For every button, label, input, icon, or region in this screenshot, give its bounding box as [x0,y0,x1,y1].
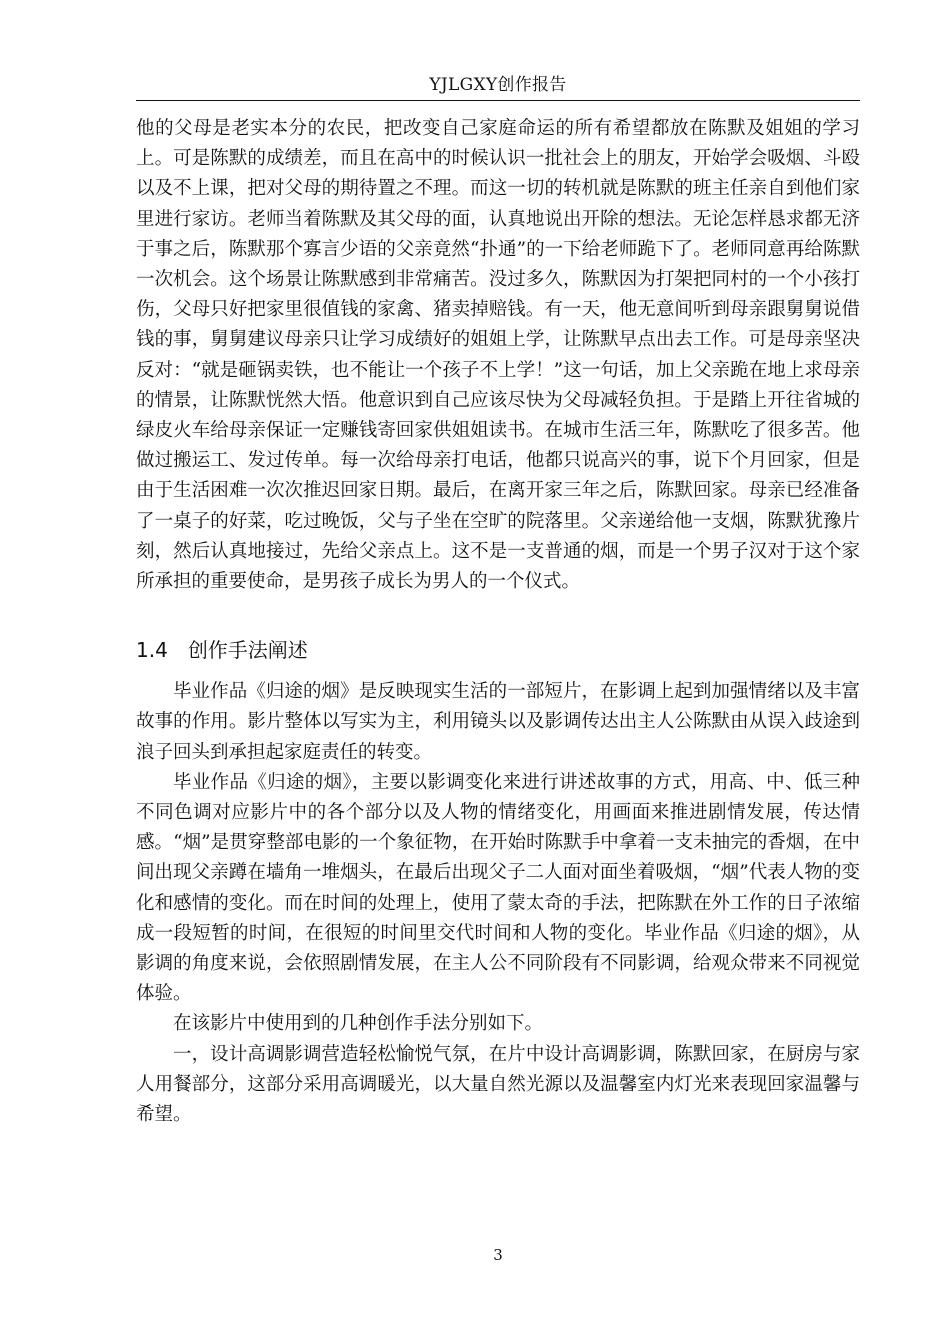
body-paragraph: 在该影片中使用到的几种创作手法分别如下。 [173,1013,544,1035]
body-paragraph: 他的父母是老实本分的农民，把改变自己家庭命运的所有希望都放在陈默及姐姐的学习上。可是陈默的成绩差，而且在高中的时候认识一批社会上的朋友，开始学会吸烟、斗殴以及不上课，把对父母的期待置之不理。而这一切的转机就是陈默的班主任亲自到他们家里进行家访。老师当着陈默及其父母的面，认真地说出开除的想法。无论怎样恳求都无济于事之后，陈默那个寡言少语的父亲竟然“扑通”的一下给老师跪下了。老师同意再给陈默一次机会。这个场景让陈默感到非常痛苦。没过多久，陈默因为打架把同村的一个小孩打伤，父母只好把家里很值钱的家禽、猪卖掉赔钱。有一天，他无意间听到母亲跟舅舅说借钱的事，舅舅建议母亲只让学习成绩好的姐姐上学，让陈默早点出去工作。可是母亲坚决反对：“就是砸锅卖铁，也不能让一个孩子不上学！”这一句话，加上父亲跪在地上求母亲的情景，让陈默恍然大悟。他意识到自己应该尽快为父母减轻负担。于是踏上开往省城的绿皮火车给母亲保证一定赚钱寄回家供姐姐读书。在城市生活三年，陈默吃了很多苦。他做过搬运工、发过传单。每一次给母亲打电话，他都只说高兴的事，说下个月回家，但是由于生活困难一次次推迟回家日期。最后，在离开家三年之后，陈默回家。母亲已经准备了一桌子的好菜，吃过晚饭，父与子坐在空旷的院落里。父亲递给他一支烟，陈默犹豫片刻，然后认真地接过，先给父亲点上。这不是一支普通的烟，而是一个男子汉对于这个家所承担的重要使命，是男孩子成长为男人的一个仪式。 [136,118,860,593]
body-paragraph: 毕业作品《归途的烟》，主要以影调变化来进行讲述故事的方式，用高、中、低三种不同色调对应影片中的各个部分以及人物的情绪变化，用画面来推进剧情发展，传达情感。“烟”是贯穿整部电影的一个象征物，在开始时陈默手中拿着一支未抽完的香烟，在中间出现父亲蹲在墙角一堆烟头，在最后出现父子二人面对面坐着吸烟，“烟”代表人物的变化和感情的变化。而在时间的处理上，使用了蒙太奇的手法，把陈默在外工作的日子浓缩成一段短暂的时间，在很短的时间里交代时间和人物的变化。毕业作品《归途的烟》，从影调的角度来说，会依照剧情发展，在主人公不同阶段有不同影调，给观众带来不同视觉体验。 [136,771,860,1005]
body-paragraph: 毕业作品《归途的烟》是反映现实生活的一部短片，在影调上起到加强情绪以及丰富故事的作用。影片整体以写实为主，利用镜头以及影调传达出主人公陈默由从误入歧途到浪子回头到承担起家庭责任的转变。 [136,681,860,763]
page-header-title: YJLGXY创作报告 [429,75,567,95]
section-number: 1.4 [136,638,168,663]
section-title: 创作手法阐述 [187,638,308,663]
section-heading [136,635,860,665]
page-number: 3 [493,1246,503,1264]
header-divider [136,100,860,101]
page-body [136,114,860,1130]
body-paragraph: 一，设计高调影调营造轻松愉悦气氛，在片中设计高调影调，陈默回家，在厨房与家人用餐部分，这部分采用高调暖光，以大量自然光源以及温馨室内灯光来表现回家温馨与希望。 [136,1043,860,1126]
